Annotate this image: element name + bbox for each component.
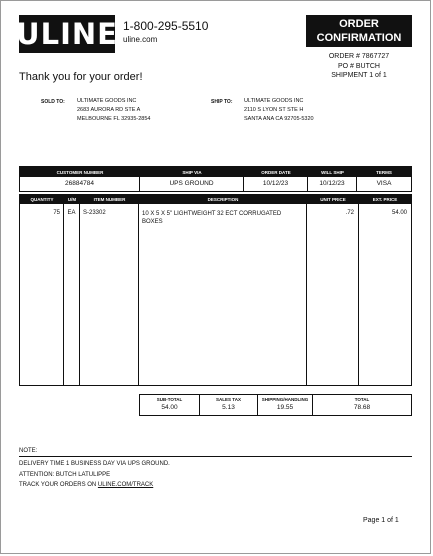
header-ext-price: EXT. PRICE: [372, 196, 398, 202]
header-will-ship: WILL SHIP: [321, 169, 344, 175]
ship-to-line: SANTA ANA CA 92705-5320: [244, 116, 314, 122]
ship-to-line: 2110 S LYON ST STE H: [244, 107, 304, 113]
header-unit-price: UNIT PRICE: [320, 196, 346, 202]
subtotal-label: SUB-TOTAL: [156, 397, 183, 402]
ship-to-line: ULTIMATE GOODS INC: [244, 98, 304, 104]
ship-to-label: SHIP TO:: [211, 99, 233, 105]
note-divider: [19, 456, 412, 457]
item-quantity: 75: [20, 204, 64, 385]
subtotal-value: 54.00: [161, 404, 178, 411]
customer-number: 26884784: [20, 177, 140, 191]
sold-to-line: ULTIMATE GOODS INC: [77, 98, 137, 104]
shipping-value: 19.55: [276, 404, 294, 411]
note-line-attention: ATTENTION: BUTCH LATULIPPE: [19, 471, 111, 478]
note-line-tracking: [19, 480, 170, 491]
header-ship-via: SHIP VIA: [182, 169, 202, 175]
terms: VISA: [376, 180, 392, 187]
header-um: U/M: [67, 196, 77, 202]
order-info: [306, 52, 412, 81]
uline-logo: ULINE: [16, 17, 118, 51]
line-items-table: [19, 194, 412, 386]
will-ship-date: 10/12/23: [308, 177, 357, 191]
page-number: Page 1 of 1: [363, 517, 399, 524]
header-terms: TERMS: [376, 169, 392, 175]
ship-to-address: [244, 97, 314, 124]
tracking-link[interactable]: ULINE.COM/TRACK: [97, 482, 154, 488]
order-summary-values: [20, 177, 411, 191]
order-number: ORDER # 7867727: [328, 53, 390, 60]
total-cell: [313, 395, 411, 415]
header-description: DESCRIPTION: [207, 196, 239, 202]
phone-number: 1-800-295-5510: [123, 19, 209, 33]
thank-you-message: Thank you for your order!: [19, 71, 143, 83]
line-items-header: [20, 194, 411, 204]
item-number: S-23302: [80, 204, 139, 385]
subtotal-cell: [140, 395, 200, 415]
website: uline.com: [123, 35, 158, 44]
sales-tax-value: 5.13: [222, 404, 235, 411]
shipping-label: SHIPPING/HANDLING: [261, 397, 309, 402]
header-item-number: ITEM NUMBER: [93, 196, 126, 202]
shipment-number: SHIPMENT 1 of 1: [331, 72, 387, 79]
item-unit-of-measure: EA: [64, 204, 80, 385]
item-ext-price: 54.00: [391, 210, 407, 216]
sales-tax-cell: [200, 395, 258, 415]
order-date: 10/12/23: [244, 177, 308, 191]
note-text: [19, 459, 170, 491]
order-summary-header: [20, 167, 411, 177]
note-line-delivery: DELIVERY TIME 1 BUSINESS DAY VIA UPS GROUND.: [19, 461, 170, 467]
header-quantity: QUANTITY: [30, 196, 54, 202]
header-customer-number: CUSTOMER NUMBER: [56, 169, 104, 175]
po-number: PO # BUTCH: [337, 62, 380, 70]
tracking-prefix: TRACK YOUR ORDERS ON: [19, 482, 98, 488]
sold-to-address: [77, 97, 150, 124]
sold-to-line: MELBOURNE FL 32935-2854: [77, 116, 151, 122]
total-value: 78.68: [353, 404, 371, 411]
totals-table: [139, 394, 412, 416]
header-order-date: ORDER DATE: [261, 169, 291, 175]
table-row: [20, 204, 411, 385]
item-unit-price: .72: [307, 204, 359, 385]
total-label: TOTAL: [354, 397, 370, 402]
order-summary-table: [19, 166, 412, 192]
sold-to-line: 2683 AURORA RD STE A: [77, 107, 141, 113]
sold-to-label: SOLD TO:: [41, 99, 65, 105]
note-label: NOTE:: [19, 448, 38, 454]
ship-via: UPS GROUND: [140, 177, 244, 191]
sales-tax-label: SALES TAX: [216, 397, 241, 402]
shipping-cell: [258, 395, 313, 415]
document-title: ORDER CONFIRMATION: [306, 15, 412, 47]
item-description: 10 X 5 X 5" LIGHTWEIGHT 32 ECT CORRUGATED BOXES: [139, 204, 307, 385]
